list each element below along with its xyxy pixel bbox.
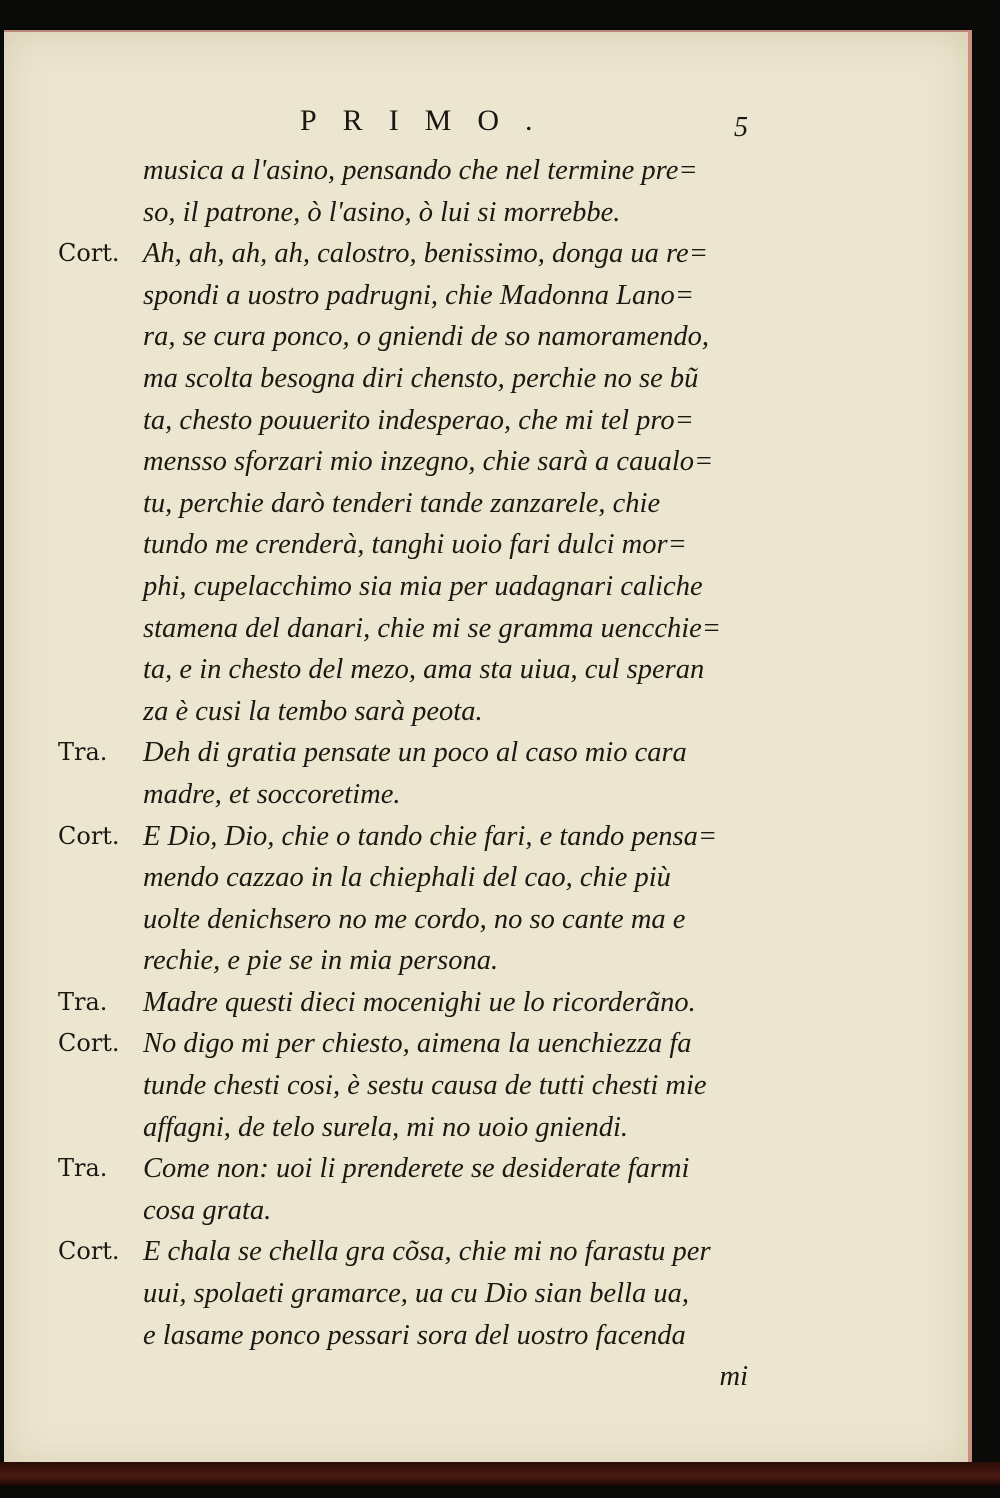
text-line [58,1107,758,1149]
speaker-label: Tra. [58,1154,108,1183]
line-text: tundo me crenderà, tanghi uoio fari dulci mor= [143,529,687,561]
text-line [58,524,758,566]
line-text: uui, spolaeti gramarce, ua cu Dio sian bella ua, [143,1278,689,1310]
text-line [58,732,758,774]
text-line [58,649,758,691]
line-text: E Dio, Dio, chie o tando chie fari, e tando pensa= [143,820,718,852]
catchword: mi [719,1361,748,1393]
text-line [58,483,758,525]
speaker-label: Cort. [58,1237,120,1266]
text-line [58,233,758,275]
text-line [58,1231,758,1273]
text-line [58,1315,758,1357]
line-text: musica a l'asino, pensando che nel termine pre= [143,155,698,186]
text-block [58,150,758,1398]
line-text: Madre questi dieci mocenighi ue lo ricorderãno. [143,986,696,1018]
speaker-label: Tra. [58,738,108,767]
page-bottom-edge [0,1462,1000,1486]
text-line [58,192,758,234]
text-line [58,441,758,483]
line-text: Come non: uoi li prenderete se desiderate farmi [143,1153,690,1185]
line-text: stamena del danari, chie mi se gramma uencchie= [143,612,722,644]
text-line [58,1065,758,1107]
text-line [58,982,758,1024]
line-text: tunde chesti cosi, è sestu causa de tutti chesti mie [143,1070,707,1102]
text-line [58,1273,758,1315]
speaker-label: Cort. [58,1029,120,1058]
speaker-label: Cort. [58,821,120,850]
line-text: ma scolta besogna diri chensto, perchie no se bũ [143,362,699,394]
line-text: e lasame ponco pessari sora del uostro facenda [143,1319,686,1351]
line-text: mensso sforzari mio inzegno, chie sarà a caualo= [143,446,714,478]
text-line [58,566,758,608]
line-text: tu, perchie darò tenderi tande zanzarele, chie [143,487,661,519]
text-line [58,150,758,192]
line-text: affagni, de telo surela, mi no uoio gniendi. [143,1111,628,1143]
line-text: ta, chesto pouuerito indesperao, che mi tel pro= [143,404,694,436]
line-text: uolte denichsero no me cordo, no so cante ma e [143,903,686,935]
text-line [58,691,758,733]
line-text: madre, et soccoretime. [143,778,401,810]
line-text: mendo cazzao in la chiephali del cao, chie più [143,862,671,894]
text-line [58,899,758,941]
speaker-label: Cort. [58,239,120,268]
text-line [58,1148,758,1190]
line-text: so, il patrone, ò l'asino, ò lui si morrebbe. [143,196,621,228]
text-line [58,940,758,982]
line-text: No digo mi per chiesto, aimena la uenchiezza fa [143,1028,692,1060]
text-line [58,400,758,442]
text-line [58,857,758,899]
text-line [58,275,758,317]
text-line [58,1190,758,1232]
text-line [58,608,758,650]
line-text: za è cusi la tembo sarà peota. [143,695,483,727]
line-text: cosa grata. [143,1194,272,1226]
line-text: spondi a uostro padrugni, chie Madonna Lano= [143,279,694,311]
text-line [58,816,758,858]
line-text: ta, e in chesto del mezo, ama sta uiua, cul speran [143,654,705,686]
line-text: ra, se cura ponco, o gniendi de so namoramendo, [143,321,709,353]
page-number: 5 [734,112,748,143]
speaker-label: Tra. [58,987,108,1016]
text-line [58,358,758,400]
line-text: phi, cupelacchimo sia mia per uadagnari caliche [143,570,703,602]
line-text: rechie, e pie se in mia persona. [143,945,499,977]
catchword-line [58,1356,758,1398]
line-text: Ah, ah, ah, ah, calostro, benissimo, donga ua re= [143,238,708,270]
line-text: E chala se chella gra cõsa, chie mi no farastu per [143,1236,711,1268]
line-text: Deh di gratia pensate un poco al caso mio cara [143,737,687,769]
text-line [58,1023,758,1065]
running-head: PRIMO. [300,104,559,137]
text-line [58,316,758,358]
text-line [58,774,758,816]
